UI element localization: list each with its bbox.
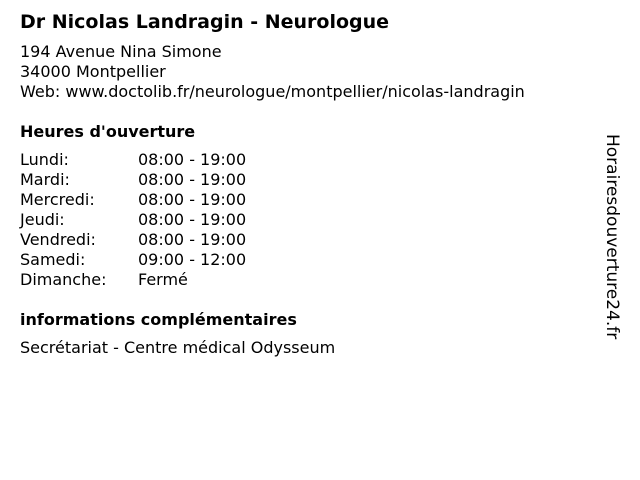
hours-value: 08:00 - 19:00 [138, 230, 247, 249]
day-label: Jeudi: [20, 210, 65, 229]
day-label: Vendredi: [20, 230, 96, 249]
hours-value: 08:00 - 19:00 [138, 170, 247, 189]
hours-row-friday [20, 230, 246, 250]
additional-info-heading: informations complémentaires [20, 310, 297, 329]
day-label: Samedi: [20, 250, 86, 269]
address-street: 194 Avenue Nina Simone [20, 42, 222, 61]
day-label: Dimanche: [20, 270, 107, 289]
day-label: Mercredi: [20, 190, 95, 209]
opening-hours-heading: Heures d'ouverture [20, 122, 196, 141]
page-title: Dr Nicolas Landragin - Neurologue [20, 11, 390, 33]
hours-row-wednesday [20, 190, 246, 210]
hours-row-monday [20, 150, 246, 170]
hours-value: 09:00 - 12:00 [138, 250, 247, 269]
site-brand-vertical: Horairesdouverture24.fr [602, 134, 622, 340]
day-label: Mardi: [20, 170, 70, 189]
hours-value: 08:00 - 19:00 [138, 190, 247, 209]
hours-row-sunday [20, 270, 246, 290]
address-block [20, 42, 600, 102]
day-label: Lundi: [20, 150, 69, 169]
additional-info-text: Secrétariat - Centre médical Odysseum [20, 338, 336, 357]
hours-row-thursday [20, 210, 246, 230]
hours-value: 08:00 - 19:00 [138, 210, 247, 229]
website-link[interactable]: Web: www.doctolib.fr/neurologue/montpellier/nicolas-landragin [20, 82, 525, 101]
opening-hours-table [20, 150, 246, 290]
hours-row-saturday [20, 250, 246, 270]
hours-row-tuesday [20, 170, 246, 190]
address-city: 34000 Montpellier [20, 62, 166, 81]
hours-value: 08:00 - 19:00 [138, 150, 247, 169]
doctor-card [20, 8, 600, 358]
hours-value: Fermé [138, 270, 188, 289]
